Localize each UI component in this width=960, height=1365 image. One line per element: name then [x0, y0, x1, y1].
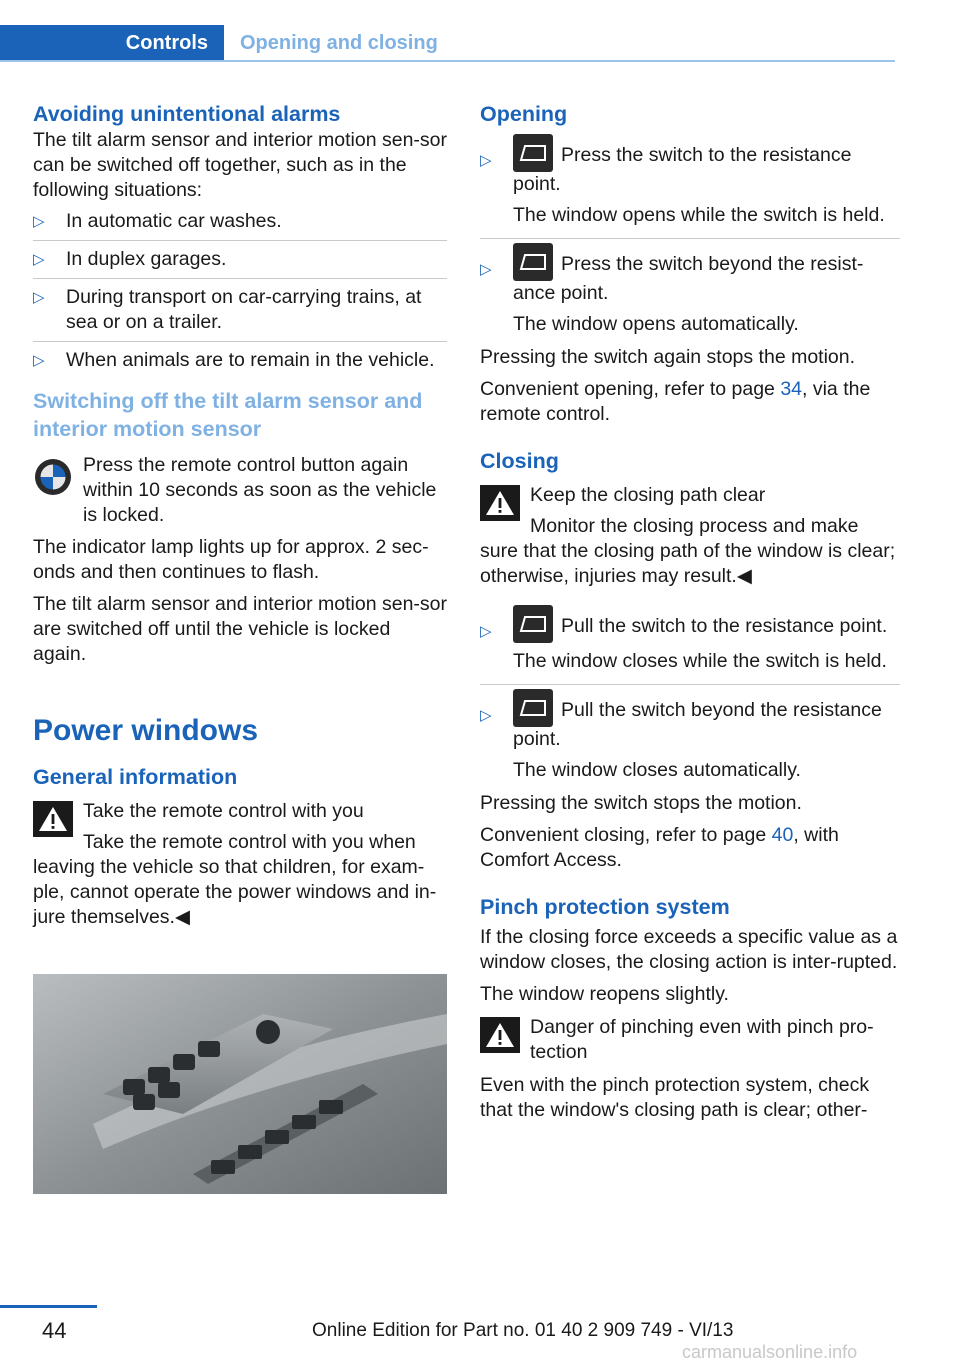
closing-list — [480, 611, 900, 783]
pinch-paragraph-1: If the closing force exceeds a specific value as a window closes, the closing action is inter-rupted. — [480, 926, 898, 973]
stop-paragraph: Pressing the switch again stops the motion. — [480, 346, 856, 368]
list-item: ▷ Press the switch beyond the resist-ance point. The window opens automatically. — [480, 249, 900, 337]
divider — [33, 341, 447, 342]
window-switch-icon — [513, 243, 553, 281]
chapter-tab[interactable]: Controls — [0, 25, 224, 61]
pinch-paragraph-2: The window reopens slightly. — [480, 983, 729, 1005]
warning-text: Take the remote control with you when leaving the vehicle so that children, for exam-ple, cannot operate the power windows and in-jure themselves.◀ — [33, 831, 437, 928]
list-item: ▷ When animals are to remain in the vehicle. — [33, 349, 435, 371]
convenient-closing-paragraph: Convenient closing, refer to page 40, with Comfort Access. — [480, 824, 839, 871]
section-tab[interactable]: Opening and closing — [240, 32, 438, 54]
heading-avoiding-alarms: Avoiding unintentional alarms — [33, 102, 341, 126]
divider — [33, 278, 447, 279]
left-column — [33, 100, 447, 930]
warning-title: Danger of pinching even with pinch pro-tection — [530, 1016, 874, 1063]
lamp-paragraph: The indicator lamp lights up for approx. 2 sec-onds and then continues to flash. — [33, 536, 429, 583]
page-link-34[interactable]: 34 — [780, 378, 803, 400]
heading-closing: Closing — [480, 449, 559, 473]
warning-pinch — [480, 1015, 900, 1065]
triangle-bullet-icon: ▷ — [480, 261, 492, 278]
warning-icon — [480, 485, 520, 521]
divider — [33, 240, 447, 241]
list-item: ▷ In duplex garages. — [33, 248, 227, 270]
triangle-bullet-icon: ▷ — [480, 707, 492, 724]
window-switch-icon — [513, 134, 553, 172]
heading-pinch-protection: Pinch protection system — [480, 895, 730, 919]
list-item: ▷ During transport on car-carrying trains, at sea or on a trailer. — [33, 286, 422, 333]
list-item: ▷ Pull the switch beyond the resistance point. The window closes automatically. — [480, 695, 900, 783]
list-item: ▷ Pull the switch to the resistance point. The window closes while the switch is held. — [480, 611, 900, 674]
page-number: 44 — [42, 1318, 67, 1343]
window-switch-icon — [513, 605, 553, 643]
pinch-paragraph-3: Even with the pinch protection system, check that the window's closing path is clear; other- — [480, 1074, 870, 1121]
warning-title: Take the remote control with you — [83, 800, 364, 822]
list-item: ▷ Press the switch to the resistance point. The window opens while the switch is held. — [480, 140, 900, 228]
stop-paragraph-2: Pressing the switch stops the motion. — [480, 792, 802, 814]
header-rule — [0, 60, 895, 62]
convenient-opening-paragraph: Convenient opening, refer to page 34, via the remote control. — [480, 378, 871, 425]
warning-title: Keep the closing path clear — [530, 484, 766, 506]
warning-icon — [33, 801, 73, 837]
heading-switching-off: Switching off the tilt alarm sensor and interior motion sensor — [33, 389, 423, 441]
triangle-bullet-icon: ▷ — [480, 623, 492, 640]
situations-list — [33, 209, 447, 373]
divider — [480, 684, 900, 685]
edition-text: Online Edition for Part no. 01 40 2 909 749 - VI/13 — [312, 1320, 734, 1341]
page-header — [0, 0, 895, 62]
triangle-bullet-icon: ▷ — [480, 152, 492, 169]
watermark: carmanualsonline.info — [682, 1342, 858, 1362]
door-switch-photo — [33, 974, 447, 1194]
right-column — [480, 100, 900, 1123]
warning-text: Monitor the closing process and make sure that the closing path of the window is clear; otherwise, injuries may result.◀ — [480, 515, 896, 587]
intro-paragraph: The tilt alarm sensor and interior motion sen-sor can be switched off together, such as in the following situations: — [33, 129, 448, 201]
footer-rule — [0, 1305, 97, 1308]
warning-icon — [480, 1017, 520, 1053]
triangle-bullet-icon: ▷ — [33, 251, 45, 268]
list-item: ▷ In automatic car washes. — [33, 210, 282, 232]
heading-opening: Opening — [480, 102, 568, 126]
opening-list — [480, 140, 900, 337]
triangle-bullet-icon: ▷ — [33, 289, 45, 306]
remote-instruction — [33, 453, 447, 528]
triangle-bullet-icon: ▷ — [33, 352, 45, 369]
warning-closing — [480, 483, 900, 508]
page-link-40[interactable]: 40 — [771, 824, 794, 846]
remote-key-icon — [33, 457, 73, 497]
off-paragraph: The tilt alarm sensor and interior motion sen-sor are switched off until the vehicle is locked again. — [33, 593, 448, 665]
remote-paragraph: Press the remote control button again within 10 seconds as soon as the vehicle is locked. — [83, 454, 437, 526]
heading-general-info: General information — [33, 765, 238, 789]
heading-power-windows: Power windows — [33, 714, 259, 747]
window-switch-icon — [513, 689, 553, 727]
triangle-bullet-icon: ▷ — [33, 213, 45, 230]
warning-remote — [33, 799, 447, 824]
divider — [480, 238, 900, 239]
